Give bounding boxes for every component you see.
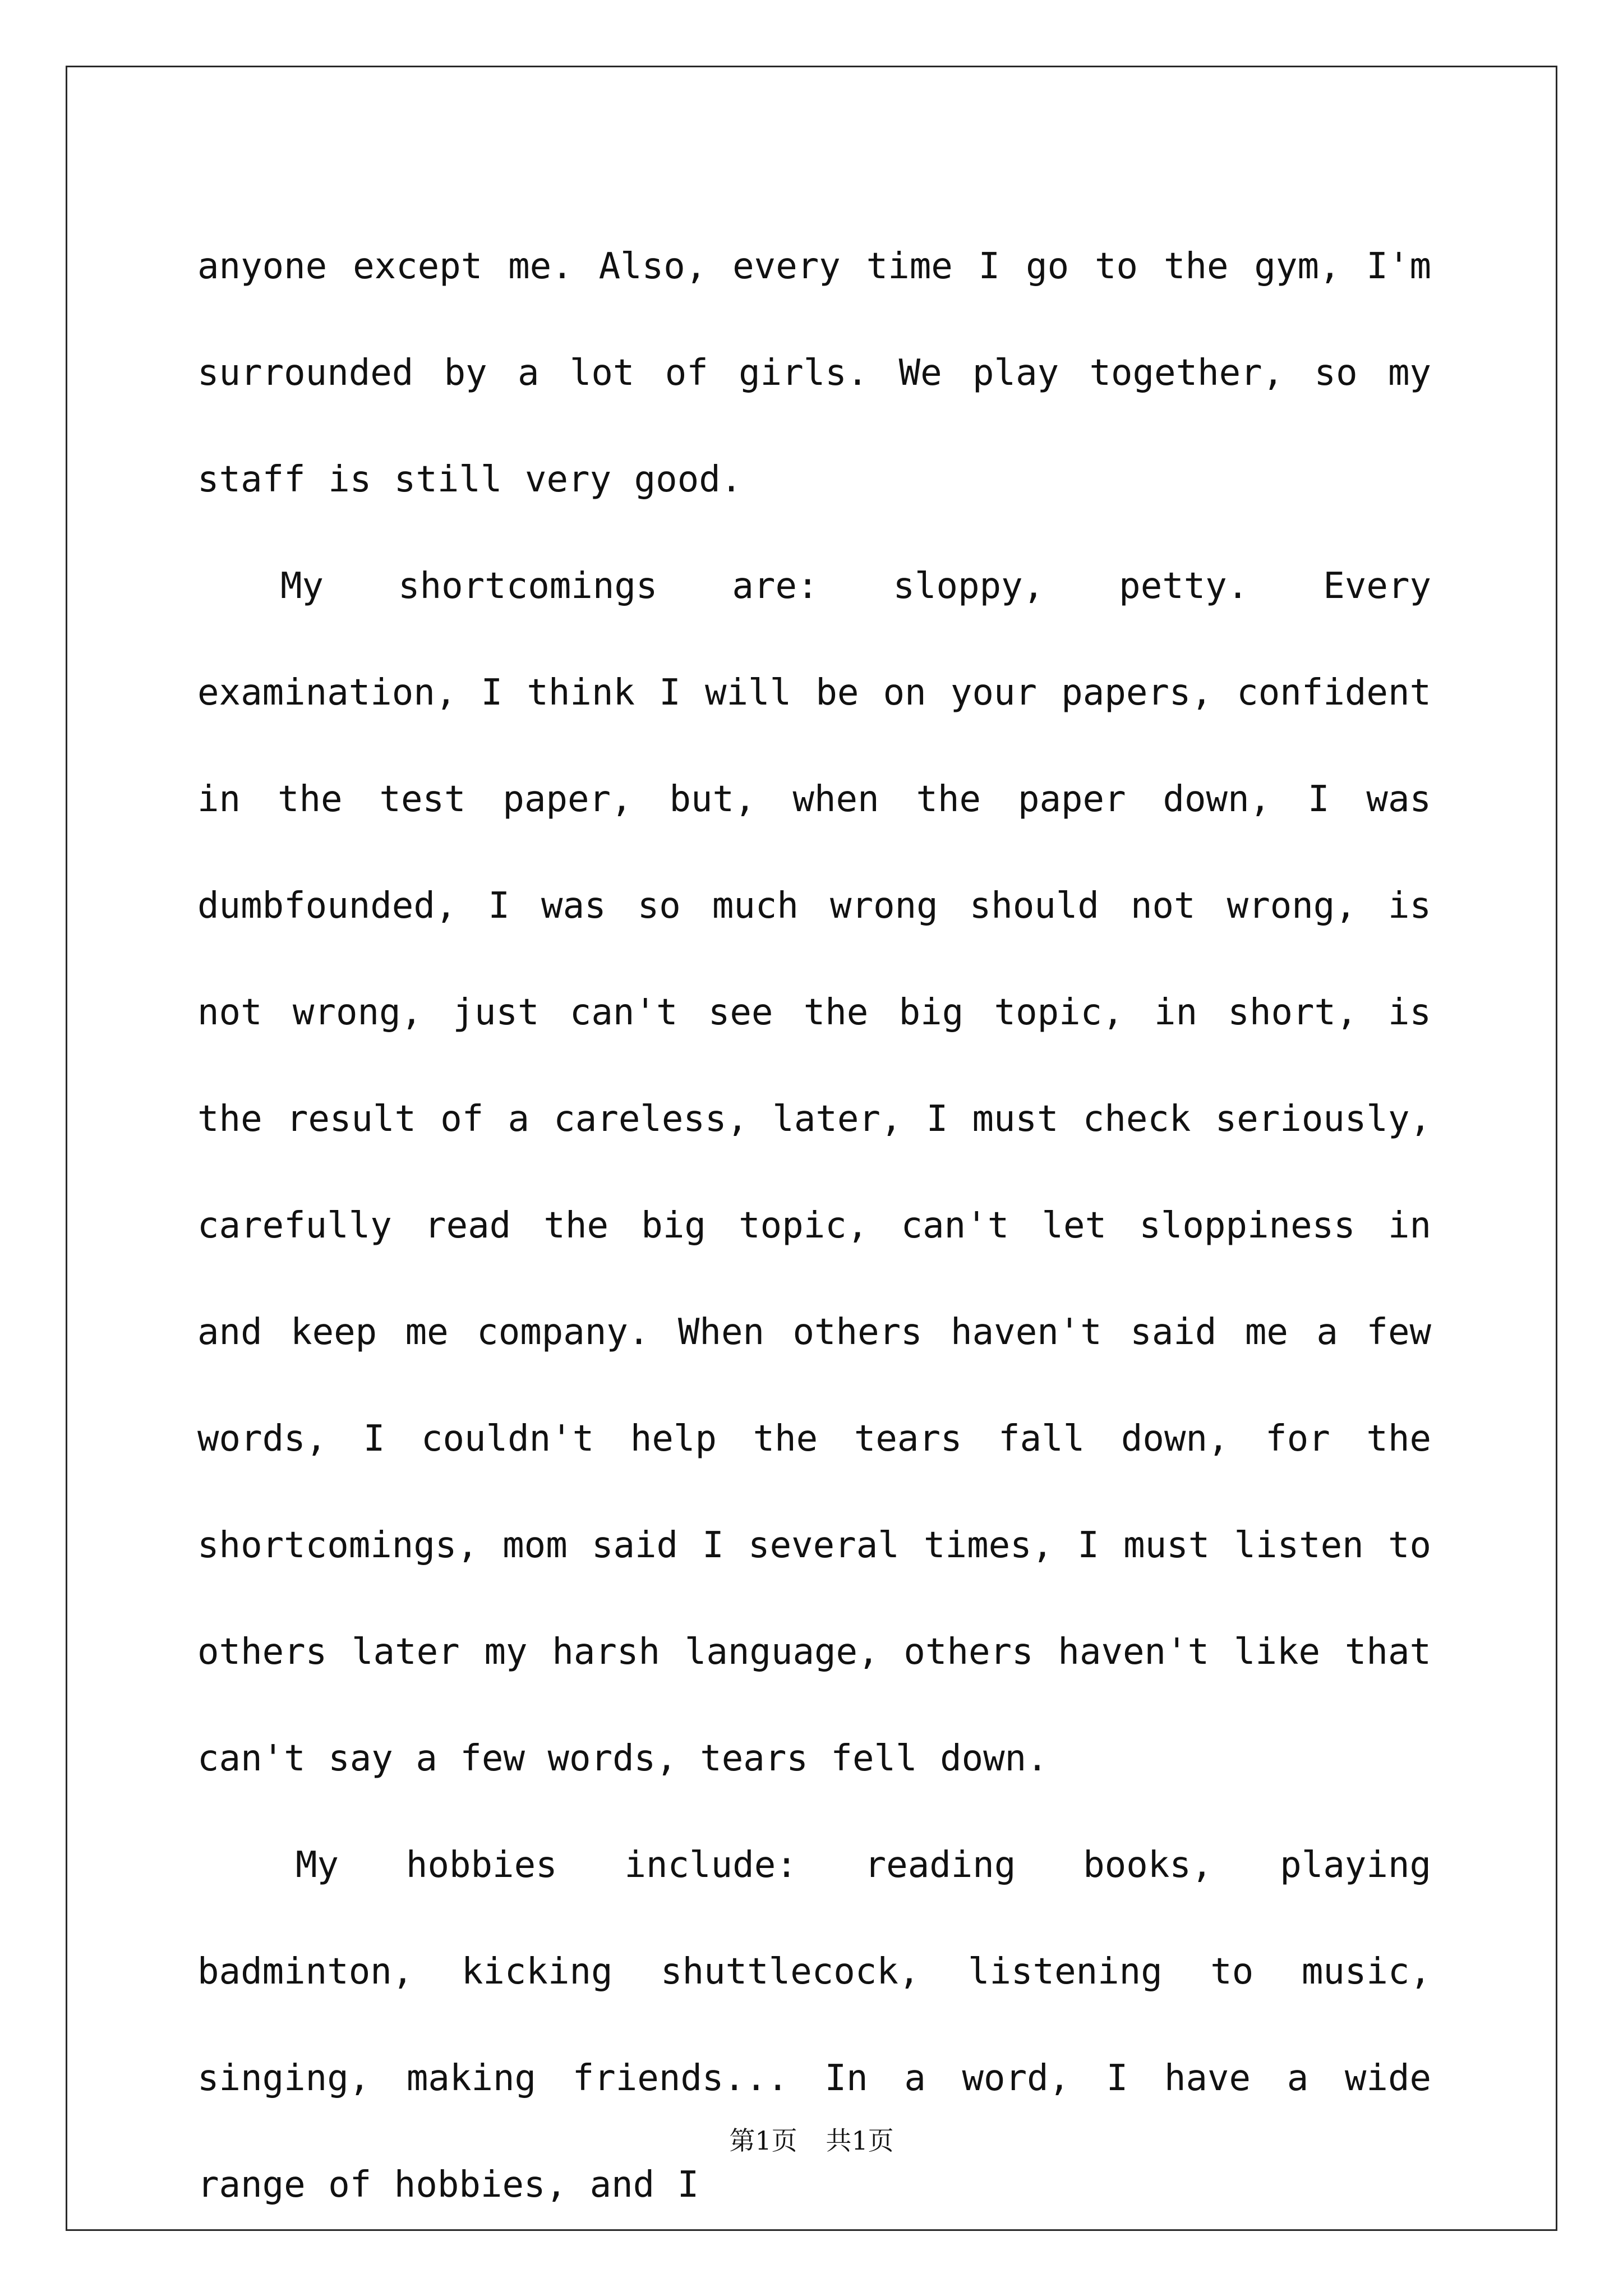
page-footer [0, 2120, 1623, 2157]
paragraph: My shortcomings are: sloppy, petty. Every examination, I think I will be on your papers, confident in the test paper, but, when the paper down, I was dumbfounded, I was so much wrong should not wrong, is not wrong, just can't see the big topic, in short, is the result of a careless, later, I must check seriously, carefully read the big topic, can't let sloppiness in and keep me company. When others haven't said me a few words, I couldn't help the tears fall down, for the shortcomings, mom said I several times, I must listen to others later my harsh language, others haven't like that can't say a few words, tears fell down. [197, 565, 1431, 1779]
paragraph: My hobbies include: reading books, playing badminton, kicking shuttlecock, listening to music, singing, making friends... In a word, I have a wide range of hobbies, and I [197, 1844, 1431, 2206]
page-number: 第1页 [729, 2125, 797, 2156]
document-body [197, 213, 1431, 2238]
page-total: 共1页 [826, 2125, 894, 2156]
paragraph: anyone except me. Also, every time I go to the gym, I'm surrounded by a lot of girls. We play together, so my staff is still very good. [197, 246, 1431, 500]
